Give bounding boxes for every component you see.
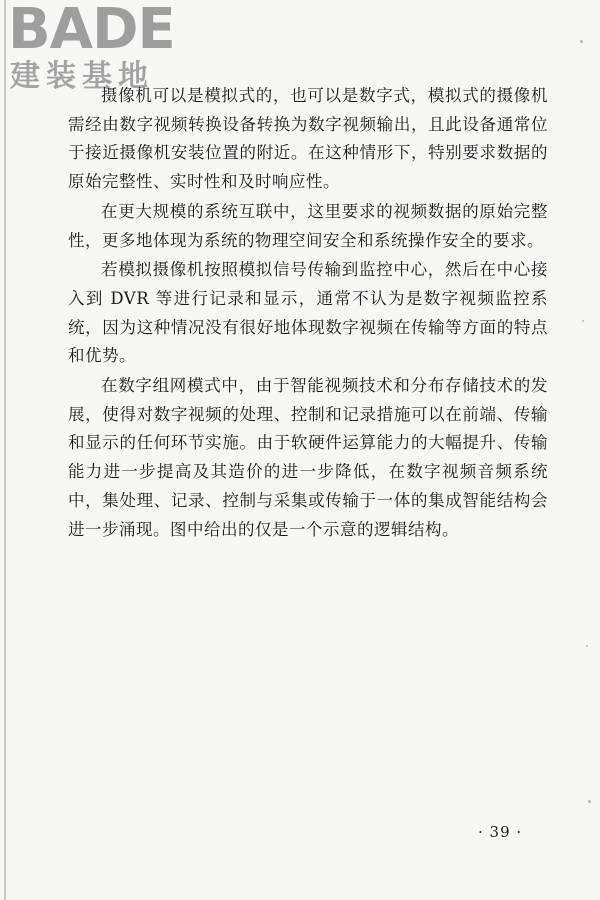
scan-speck <box>586 645 588 647</box>
paragraph-3: 若模拟摄像机按照模拟信号传输到监控中心，然后在中心接入到 DVR 等进行记录和显示，通常不认为是数字视频监控系统，因为这种情况没有很好地体现数字视频在传输等方面的特点和优势。 <box>68 260 548 366</box>
paragraph-4: 在数字组网模式中，由于智能视频技术和分布存储技术的发展，使得对数字视频的处理、控制和记录措施可以在前端、传输和显示的任何环节实施。由于软硬件运算能力的大幅提升、传输能力进一步提高及其造价的进一步降低，在数字视频音频系统中，集处理、记录、控制与采集或传输于一体的集成智能结构会进一步涌现。图中给出的仅是一个示意的逻辑结构。 <box>68 376 548 539</box>
scan-speck <box>580 40 583 43</box>
paragraph-2: 在更大规模的系统互联中，这里要求的视频数据的原始完整性，更多地体现为系统的物理空间安全和系统操作安全的要求。 <box>68 201 548 250</box>
body-text <box>68 82 548 545</box>
page-edge-divider <box>4 0 6 900</box>
page-number: · 39 · <box>478 823 523 841</box>
paragraph-1: 摄像机可以是模拟式的，也可以是数字式，模拟式的摄像机需经由数字视频转换设备转换为数字视频输出，且此设备通常位于接近摄像机安装位置的附近。在这种情形下，特别要求数据的原始完整性、实时性和及时响应性。 <box>68 86 548 192</box>
scan-speck <box>588 800 591 803</box>
logo-subtitle: 建装基地 <box>10 59 154 94</box>
logo-wordmark: BADE <box>8 0 175 62</box>
scan-speck <box>582 320 584 322</box>
